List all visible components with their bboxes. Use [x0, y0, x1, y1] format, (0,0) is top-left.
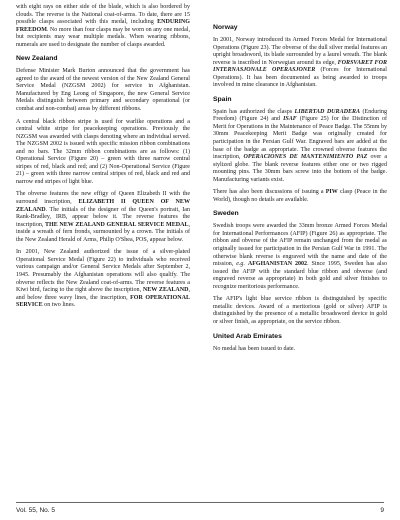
volume-label: Vol. 55, No. 5 — [16, 507, 56, 514]
paragraph-spain-piw: There has also been discussions of issuing a PIW clasp (Peace in the World), though no details are available. — [213, 189, 387, 203]
bold-italic-term: FORSVARET FOR INTERNASJONALE OPERASJONER — [213, 59, 387, 74]
paragraph-uae: No medal has been issued to date. — [213, 345, 296, 352]
paragraph-sweden: Swedish troops were awarded the 33mm bronze Armed Forces Medal for International Performances (AFIP) (Figure 26) as appropriate. The ribbon and obverse of the AFIP remain unchanged from the medal as originally issued for participation in the Persian Gulf War in 1991. The otherwise blank reverse is engraved with the name and date of the mission, e.g. AFGHANISTAN 2002. Since 1995, Sweden has also issued the AFIP with the standard blue ribbon and obverse (and engraved reverse as appropriate) in both gold and silver finishes to recognize meritorious performance. — [213, 223, 387, 290]
paragraph-clasps: with eight rays on either side of the blade, which is also bordered by clouds. The reverse is the National coat-of-arms. To date, there are 15 possible clasps associated with this medal, including ENDURING FREEDOM. No more than four clasps may be worn on any one medal, but recipients may wear multiple medals. When wearing ribbons, numerals are used to designate the number of clasps awarded. — [16, 4, 190, 48]
bold-term: ELIZABETH II QUEEN OF NEW ZEALAND — [16, 199, 190, 213]
bold-term: PIW — [325, 189, 338, 196]
page-footer — [16, 502, 384, 514]
heading-spain: Spain — [213, 95, 232, 103]
bold-term: THE NEW ZEALAND GENERAL SERVICE MEDAL — [45, 221, 189, 228]
right-column — [213, 4, 387, 358]
heading-sweden: Sweden — [213, 210, 239, 218]
italic-term: e.g. — [236, 261, 245, 268]
paragraph-sweden-ribbon: The AFIP's light blue service ribbon is distinguished by specific metallic devices. Award of a meritorious (gold or silver) AFIP is distinguished by the presence of a metallic broadsword device in gold or silver finish, as appropriate, on the service ribbon. — [213, 296, 387, 325]
left-column — [16, 4, 190, 315]
bold-italic-term: LIBERTAD DURADERA — [294, 108, 361, 115]
bold-term: FOR OPERATIONAL SERVICE — [16, 294, 190, 309]
bold-term: AFGHANISTAN 2002 — [247, 261, 308, 268]
heading-norway: Norway — [213, 24, 238, 31]
bold-italic-term: OPERACIONES DE MANTENIMIENTO PAZ — [243, 154, 368, 161]
paragraph-nz-operational-medal: In 2001, New Zealand authorized the issue of a silver-plated Operational Service Medal (Figure 22) to individuals who received various campaign and/or General Service Medals after September 2, 1945. Presumably the Afghanistan operations will also qualify. The obverse reflects the New Zealand coat-of-arms. The reverse features a Kiwi bird, facing to the right above the inscription, NEW ZEALAND, and below three wavy lines, the inscription, FOR OPERATIONAL SERVICE on two lines. — [16, 249, 190, 309]
heading-new-zealand: New Zealand — [16, 55, 58, 63]
paragraph-norway: In 2001, Norway introduced its Armed Forces Medal for International Operations (Figure 23). The obverse of the dull silver medal features an upright broadsword, its blade surrounded by a laurel wreath. The blank reverse is inscribed in Norwegian around its edge, FORSVARET FOR INTERNASJONALE OPERASJONER (Forces for International Operations). It has been documented as being awarded to troops involved in mine clearance in Afghanistan. — [213, 37, 387, 89]
paragraph-nz-announcement: Defense Minister Mark Burton announced that the government has agreed to the award of the newest version of the New Zealand General Service Medal (NZGSM 2002) for service in Afghanistan. Manufactured by Eng Leong of Singapore, the new General Service Medals distinguish between primary and secondary operational (or combat and non-combat) areas by different ribbons. — [16, 68, 190, 113]
page-number: 9 — [380, 507, 384, 514]
bold-term: ENDURING FREEDOM — [16, 19, 190, 33]
bold-italic-term: ISAF — [283, 116, 297, 123]
heading-uae: United Arab Emirates — [213, 332, 282, 340]
paragraph-nz-obverse: The obverse features the new effigy of Queen Elizabeth II with the surround inscription, ELIZABETH II QUEEN OF NEW ZEALAND. The initials of the designer of the Queen's portrait, Ian Rank-Bradley, IRB, appear below it. The reverse features the inscription, THE NEW ZEALAND GENERAL SERVICE MEDAL, inside a wreath of fern fronds, surmounted by a crown. The initials of the New Zealand Herald of Arms, Philip O'Shea, POS, appear below. — [16, 191, 191, 243]
paragraph-spain: Spain has authorized the clasps LIBERTAD DURADERA (Enduring Freedom) (Figure 24) and ISAF (Figure 25) for the Distinction of Merit for Operations in the Maintenance of Peace Badge. The 55mm by 30mm Peacekeeping Merit Badge was originally created for participation in the Persian Gulf War. Engraved bars are added at the base of the badge as appropriate. The crowned obverse features the inscription, OPERACIONES DE MANTENIMIENTO PAZ over a stylized globe. The blank reverse features either one or two rigged mounting pins. The 30mm bars screw into the bottom of the badge. Manufacturing variants exist. — [213, 108, 388, 183]
paragraph-nz-ribbons: A central black ribbon stripe is used for warlike operations and a central white stripe for peacekeeping operations. Previously the NZGSM was awarded with clasps denoting where an individual served. The NZGSM 2002 is issued with specific mission ribbon combinations and no bars. The 32mm ribbon combinations are as follows: (1) Operational Service (Figure 20) – green with three narrow central stripes of red, black and red; and (2) Non-Operational Service (Figure 21) – green with three narrow central stripes of red, black and red and narrow end stripes of light blue. — [16, 118, 190, 185]
bold-term: NEW ZEALAND — [142, 287, 189, 294]
